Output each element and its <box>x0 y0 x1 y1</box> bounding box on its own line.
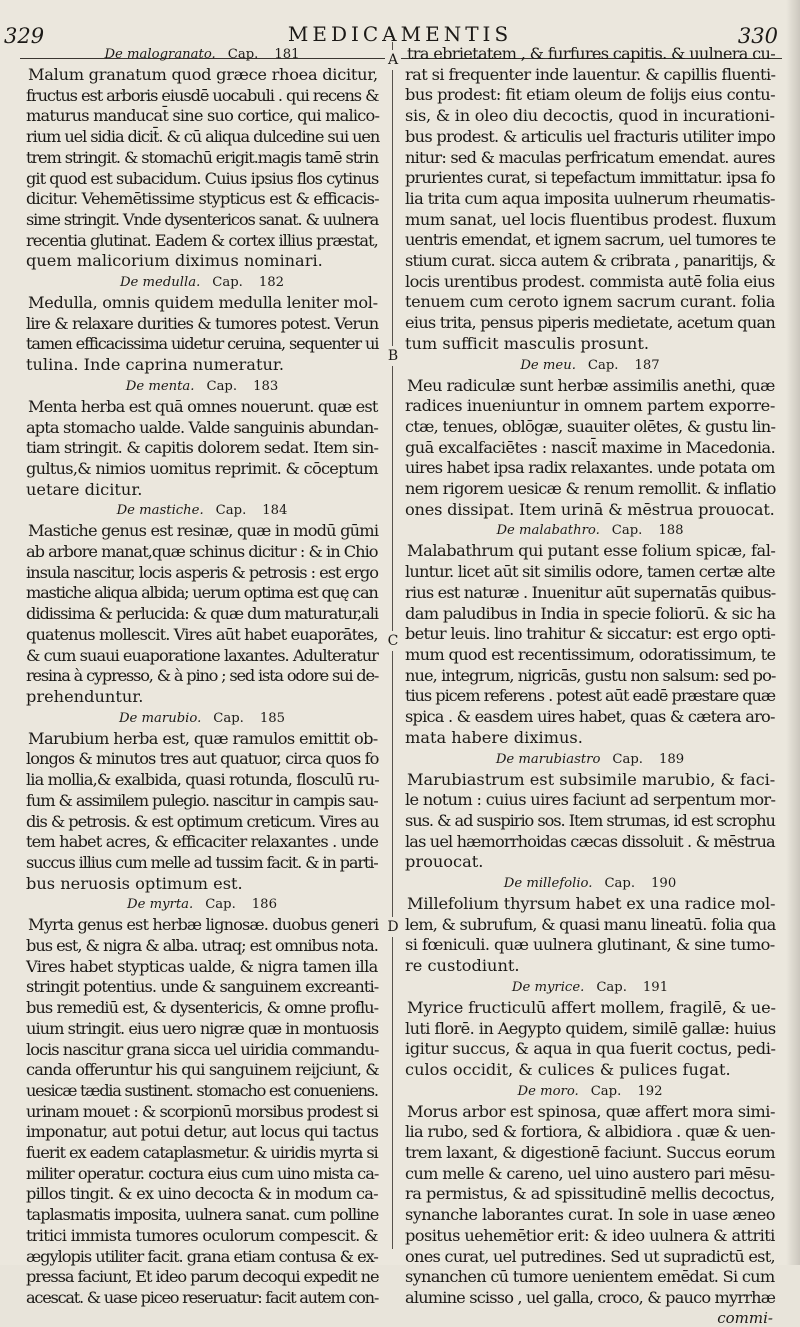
text-line: mum sanat, uel locis fluentibus prodest. fluxum <box>405 209 776 229</box>
chapter-heading <box>401 355 779 376</box>
text-line: Morus arbor est spinosa, quæ affert mora simi- <box>407 1101 775 1121</box>
chapter-heading-num: 185 <box>259 710 286 726</box>
chapter-heading-name: De menta. <box>125 378 195 394</box>
chapter-heading-cap: Cap. <box>604 876 636 892</box>
chapter-text <box>401 998 779 1081</box>
text-line: synanche laborantes curat. In sole in uase æneo <box>405 1205 775 1225</box>
text-line: resina à cypresso, & à pino ; sed ista odore sui de- <box>26 666 379 686</box>
text-line: fuerit ex eadem cataplasmetur. & uiridis myrta si <box>26 1143 378 1163</box>
text-line: bus prodest: fit etiam oleum de folijs eius contu- <box>405 85 776 105</box>
text-line: militer operatur. coctura eius cum uino mista ca- <box>26 1163 379 1183</box>
chapter-heading <box>401 977 779 998</box>
text-line: insula nascitur, locis asperis & petrosis : est ergo <box>26 562 378 582</box>
chapter-text <box>401 894 779 977</box>
text-line: luntur. licet aūt sit similis odore, tamen certæ alte <box>405 562 775 582</box>
chapter-heading-name: De mastiche. <box>116 503 204 519</box>
text-line: gultus,& nimios uomitus reprimit. & cōceptum <box>26 458 378 478</box>
text-line: uetare dicitur. <box>26 479 143 499</box>
text-line: nem rigorem uesicæ & renum remollit. & inflatio <box>405 479 776 499</box>
chapter-heading-name: De medulla. <box>119 275 201 291</box>
chapter-heading-cap: Cap. <box>213 710 244 726</box>
text-line: culos occidit, & culices & pulices fugat. <box>405 1059 731 1079</box>
chapter-heading-num: 186 <box>251 897 277 913</box>
text-line: urinam mouet : & scorpionū morsibus prodest si <box>26 1101 378 1121</box>
chapter-text <box>401 44 779 355</box>
chapter-heading <box>401 1081 779 1102</box>
text-line: rat si frequenter inde lauentur. & capillis fluenti- <box>405 64 776 84</box>
chapter-heading-name: De marubiastro <box>495 751 601 767</box>
chapter-heading-num: 187 <box>634 357 660 373</box>
text-line: spica . & easdem uires habet, quas & cætera aro- <box>405 707 775 727</box>
chapter-heading <box>401 520 779 541</box>
right-folio: 330 <box>737 24 778 48</box>
text-line: pressa faciunt, Et ideo parum decoqui expedit ne <box>26 1267 379 1287</box>
chapter-heading-num: 192 <box>637 1083 663 1099</box>
text-line: sis, & in oleo diu decoctis, quod in incurationi- <box>405 106 775 126</box>
chapter-heading-name: De malogranato. <box>104 47 216 62</box>
left-column <box>22 44 382 1307</box>
text-line: radices inueniuntur in omnem partem exporre- <box>405 396 775 416</box>
chapter-heading-cap: Cap. <box>206 378 238 394</box>
catchword: commi- <box>717 1308 773 1327</box>
chapter-heading-cap: Cap. <box>227 47 259 62</box>
chapter-heading-num: 188 <box>658 523 684 539</box>
text-line: locis urentibus prodest. commista autē folia eius <box>405 271 775 291</box>
text-line: didissima & perlucida: & quæ dum maturatur,ali <box>26 604 379 624</box>
chapter-text <box>22 293 382 376</box>
text-line: quem malicorium diximus nominari. <box>26 251 323 271</box>
chapter-heading-num: 182 <box>258 275 285 291</box>
text-line: uentris emendat, et ignem sacrum, uel tumores te <box>405 230 776 250</box>
chapter-heading-num: 191 <box>642 979 669 995</box>
chapter-heading-name: De malabathro. <box>496 523 600 539</box>
chapter-heading-cap: Cap. <box>205 897 236 913</box>
text-line: ones dissipat. Item urinā & mēstrua prouocat. <box>405 499 775 519</box>
chapter-heading-cap: Cap. <box>215 503 247 519</box>
chapter-heading-num: 184 <box>262 503 288 519</box>
page-title: MEDICAMENTIS <box>287 22 513 46</box>
text-line: Millefolium thyrsum habet ex una radice mol- <box>407 894 776 914</box>
chapter-text <box>22 729 382 895</box>
text-line: nitur: sed & maculas perfricatum emendat. aures <box>405 147 775 167</box>
text-line: tenuem cum ceroto ignem sacrum curant. folia <box>405 292 776 312</box>
text-line: synanchen cū tumore uenientem emēdat. Si cum <box>405 1267 775 1287</box>
margin-letter-c: C <box>385 631 401 651</box>
text-line: bus neruosis optimum est. <box>26 873 243 893</box>
chapter-heading-name: De moro. <box>517 1083 579 1099</box>
text-line: alumine scisso , uel galla, croco, & pauco myrrhæ <box>405 1287 776 1307</box>
text-line: Myrta genus est herbæ lignosæ. duobus generi <box>28 915 379 935</box>
text-line: acescat. & uase piceo reseruatur: facit autem con- <box>26 1287 379 1307</box>
chapter-heading-cap: Cap. <box>212 275 243 291</box>
text-line: maturus manducat̄ sine suo cortice, qui malico- <box>26 106 380 126</box>
chapter-heading-cap: Cap. <box>611 523 643 539</box>
text-line: cum melle & careno, uel uino austero pari mēsu- <box>405 1163 775 1183</box>
text-line: bus est, & nigra & alba. utraq; est omnibus nota. <box>26 936 378 956</box>
chapter-heading-name: De marubio. <box>118 710 202 726</box>
chapter-heading-num: 183 <box>253 378 279 394</box>
chapter-text <box>22 397 382 501</box>
chapter-text <box>401 376 779 521</box>
text-line: tiam stringit. & capitis dolorem sedat. Item sin- <box>26 438 379 458</box>
text-line: Malabathrum qui putant esse folium spicæ, fal- <box>407 541 776 561</box>
chapter-heading-num: 181 <box>274 47 300 62</box>
margin-letter-d: D <box>385 917 401 937</box>
text-line: tamen efficacissima uidetur ceruina, sequenter ui <box>26 334 379 354</box>
chapter-heading-name: De millefolio. <box>503 876 593 892</box>
text-line: ctæ, tenues, oblōgæ, suauiter olētes, & gustu lin- <box>405 416 776 436</box>
text-line: pillos tingit. & ex uino decocta & in modum ca- <box>26 1184 378 1204</box>
page-edge-shadow <box>786 0 800 1265</box>
text-line: Mastiche genus est resinæ, quæ in modū gūmi <box>28 521 379 541</box>
text-line: lire & relaxare durities & tumores potest. Verun <box>26 313 379 333</box>
text-line: re custodiunt. <box>405 956 520 976</box>
text-line: dam paludibus in India in specie foliorū. & sic ha <box>405 603 776 623</box>
chapter-heading-name: De myrta. <box>127 897 194 913</box>
text-line: nue, integrum, nigricās, gustu non salsum: sed po- <box>405 665 776 685</box>
text-line: stium curat. sicca autem & cribrata , panaritijs, & <box>405 251 776 271</box>
text-line: eius trita, pensus piperis medietate, acetum quan <box>405 313 776 333</box>
chapter-heading <box>22 500 382 521</box>
text-line: uium stringit. eius uero nigræ quæ in montuosis <box>26 1018 379 1038</box>
chapter-text <box>22 65 382 272</box>
text-line: Marubium herba est, quæ ramulos emittit ob- <box>28 728 378 748</box>
chapter-heading-cap: Cap. <box>590 1083 622 1099</box>
text-line: tum sufficit masculis prosunt. <box>405 333 649 353</box>
chapter-heading-name: De myrice. <box>511 979 585 995</box>
text-line: ra permistus, & ad spissitudinē mellis decoctus, <box>405 1184 775 1204</box>
right-column <box>401 44 779 1327</box>
text-line: taplasmatis imposita, uulnera sanat. cum polline <box>26 1205 379 1225</box>
text-line: prurientes curat, si tepefactum immittatur. ipsa fo <box>405 168 775 188</box>
text-line: prouocat. <box>405 852 484 872</box>
text-line: tra ebrietatem , & furfures capitis. & uulnera cu- <box>407 44 776 63</box>
text-line: apta stomacho ualde. Valde sanguinis abundan- <box>26 417 379 437</box>
chapter-heading <box>22 272 382 293</box>
text-line: si fœniculi. quæ uulnera glutinant, & sine tumo- <box>405 935 775 955</box>
text-line: lia rubo, sed & fortiora, & albidiora . quæ & uen- <box>405 1122 775 1142</box>
text-line: & cum suaui euaporatione laxantes. Adulteratur <box>26 645 378 665</box>
chapter-heading-num: 189 <box>659 751 685 767</box>
text-line: Meu radiculæ sunt herbæ assimilis anethi, quæ <box>407 375 775 395</box>
text-line: Menta herba est quā omnes nouerunt. quæ est <box>28 396 378 416</box>
chapter-heading-num: 190 <box>651 876 677 892</box>
text-line: igitur succus, & aqua in qua fuerit coctus, pedi- <box>405 1039 776 1059</box>
chapter-heading-cap: Cap. <box>612 751 643 767</box>
text-line: fructus est arboris eiusdē uocabuli . qui recens & <box>26 85 379 105</box>
text-line: luti florē. in Aegypto quidem, similē gallæ: huius <box>405 1018 776 1038</box>
text-line: succus illius cum melle ad tussim facit. & in parti- <box>26 852 378 872</box>
chapter-heading <box>22 44 382 65</box>
margin-letter-a: A <box>385 50 401 70</box>
margin-letter-b: B <box>385 346 401 366</box>
text-line: ones curat, uel putredines. Sed ut supradictū est, <box>405 1246 775 1266</box>
text-line: Myrice fructiculū affert mollem, fragilē, & ue- <box>407 997 776 1017</box>
text-line: tius picem referens . potest aūt eadē præstare quæ <box>405 686 776 706</box>
text-line: ægylopis utiliter facit. grana etiam contusa & ex- <box>26 1246 378 1266</box>
text-line: prehenduntur. <box>26 686 144 706</box>
text-line: mata habere diximus. <box>405 727 583 747</box>
text-line: stringit potentius. unde & sanguinem excreanti- <box>26 977 379 997</box>
chapter-heading <box>22 894 382 915</box>
text-line: ab arbore manat,quæ schinus dicitur : & in Chio <box>26 542 378 562</box>
text-line: uires habet ipsa radix relaxantes. unde potata om <box>405 458 775 478</box>
chapter-text <box>401 770 779 874</box>
chapter-heading-name: De meu. <box>520 357 576 373</box>
text-line: trem stringit. & stomachū erigit.magis tamē strin <box>26 147 379 167</box>
text-line: Vires habet stypticas ualde, & nigra tamen illa <box>26 956 378 976</box>
text-line: mum quod est recentissimum, odoratissimum, te <box>405 644 776 664</box>
text-line: las uel hæmorrhoidas cæcas dissoluit . & mēstrua <box>405 831 775 851</box>
chapter-heading <box>401 873 779 894</box>
text-line: sime stringit. Vnde dysentericos sanat. & uulnera <box>26 209 379 229</box>
text-line: Medulla, omnis quidem medulla leniter mol- <box>28 293 378 313</box>
text-line: recentia glutinat. Eadem & cortex illius præstat, <box>26 230 378 250</box>
chapter-text <box>22 915 382 1308</box>
chapter-heading <box>22 708 382 729</box>
text-line: imponatur, aut potui detur, aut locus qui tactus <box>26 1122 379 1142</box>
text-line: lia mollia,& exalbida, quasi rotunda, flosculū ru- <box>26 770 379 790</box>
text-line: canda offeruntur his qui sanguinem reijciunt, & <box>26 1060 379 1080</box>
text-line: tem habet acres, & efficaciter relaxantes . unde <box>26 832 379 852</box>
text-line: trem laxant, & digestionē faciunt. Succus eorum <box>405 1143 775 1163</box>
text-line: rius est naturæ . Inuenitur aūt supernatās quibus- <box>405 582 776 602</box>
text-line: tulina. Inde caprina numeratur. <box>26 355 284 375</box>
text-line: fum & assimilem pulegio. nascitur in campis sau- <box>26 790 378 810</box>
text-line: rium uel sidia dicit̄. & cū aliqua dulcedine sui uen <box>26 127 380 147</box>
text-line: lem, & subrufum, & quasi manu lineatū. folia qua <box>405 914 776 934</box>
chapter-heading <box>401 749 779 770</box>
chapter-text <box>401 1102 779 1309</box>
chapter-heading-cap: Cap. <box>596 979 627 995</box>
left-folio: 329 <box>4 24 45 48</box>
text-line: locis nascitur grana sicca uel uiridia commandu- <box>26 1039 379 1059</box>
text-line: Malum granatum quod græce rhoea dicitur, <box>28 65 378 84</box>
text-line: positus uehemētior erit: & ideo uulnera & attriti <box>405 1225 775 1245</box>
text-line: mastiche aliqua albida; uerum optima est quę can <box>26 583 378 603</box>
chapter-heading <box>22 376 382 397</box>
text-line: le notum : cuius uires faciunt ad serpentum mor- <box>405 790 776 810</box>
text-line: longos & minutos tres aut quatuor, circa quos fo <box>26 749 379 769</box>
text-line: dis & petrosis. & est optimum creticum. Vires au <box>26 811 379 831</box>
text-line: betur leuis. lino trahitur & siccatur: est ergo opti- <box>405 624 776 644</box>
text-line: uesicæ tædia sustinent. stomacho est conueniens. <box>26 1080 378 1100</box>
chapter-text <box>22 521 382 707</box>
chapter-heading-cap: Cap. <box>587 357 619 373</box>
text-line: bus remediū est, & dysentericis, & omne proflu- <box>26 998 379 1018</box>
text-line: git quod est subacidum. Cuius ipsius flos cytinus <box>26 168 379 188</box>
text-line: guā excalfaciētes : nascit̄ maxime in Macedonia. <box>405 437 776 457</box>
chapter-text <box>401 541 779 748</box>
text-line: quatenus mollescit. Vires aūt habet euaporātes, <box>26 624 378 644</box>
text-line: tritici immista tumores oculorum compescit. & <box>26 1225 378 1245</box>
text-line: bus prodest. & articulis uel fracturis utiliter impo <box>405 126 776 146</box>
text-line: dicitur. Vehemētissime stypticus est & efficacis- <box>26 189 379 209</box>
text-line: lia trita cum aqua imposita uulnerum rheumatis- <box>405 188 775 208</box>
text-line: sus. & ad suspirio sos. Item strumas, id est scrophu <box>405 810 775 830</box>
text-line: Marubiastrum est subsimile marubio, & faci- <box>407 769 776 789</box>
